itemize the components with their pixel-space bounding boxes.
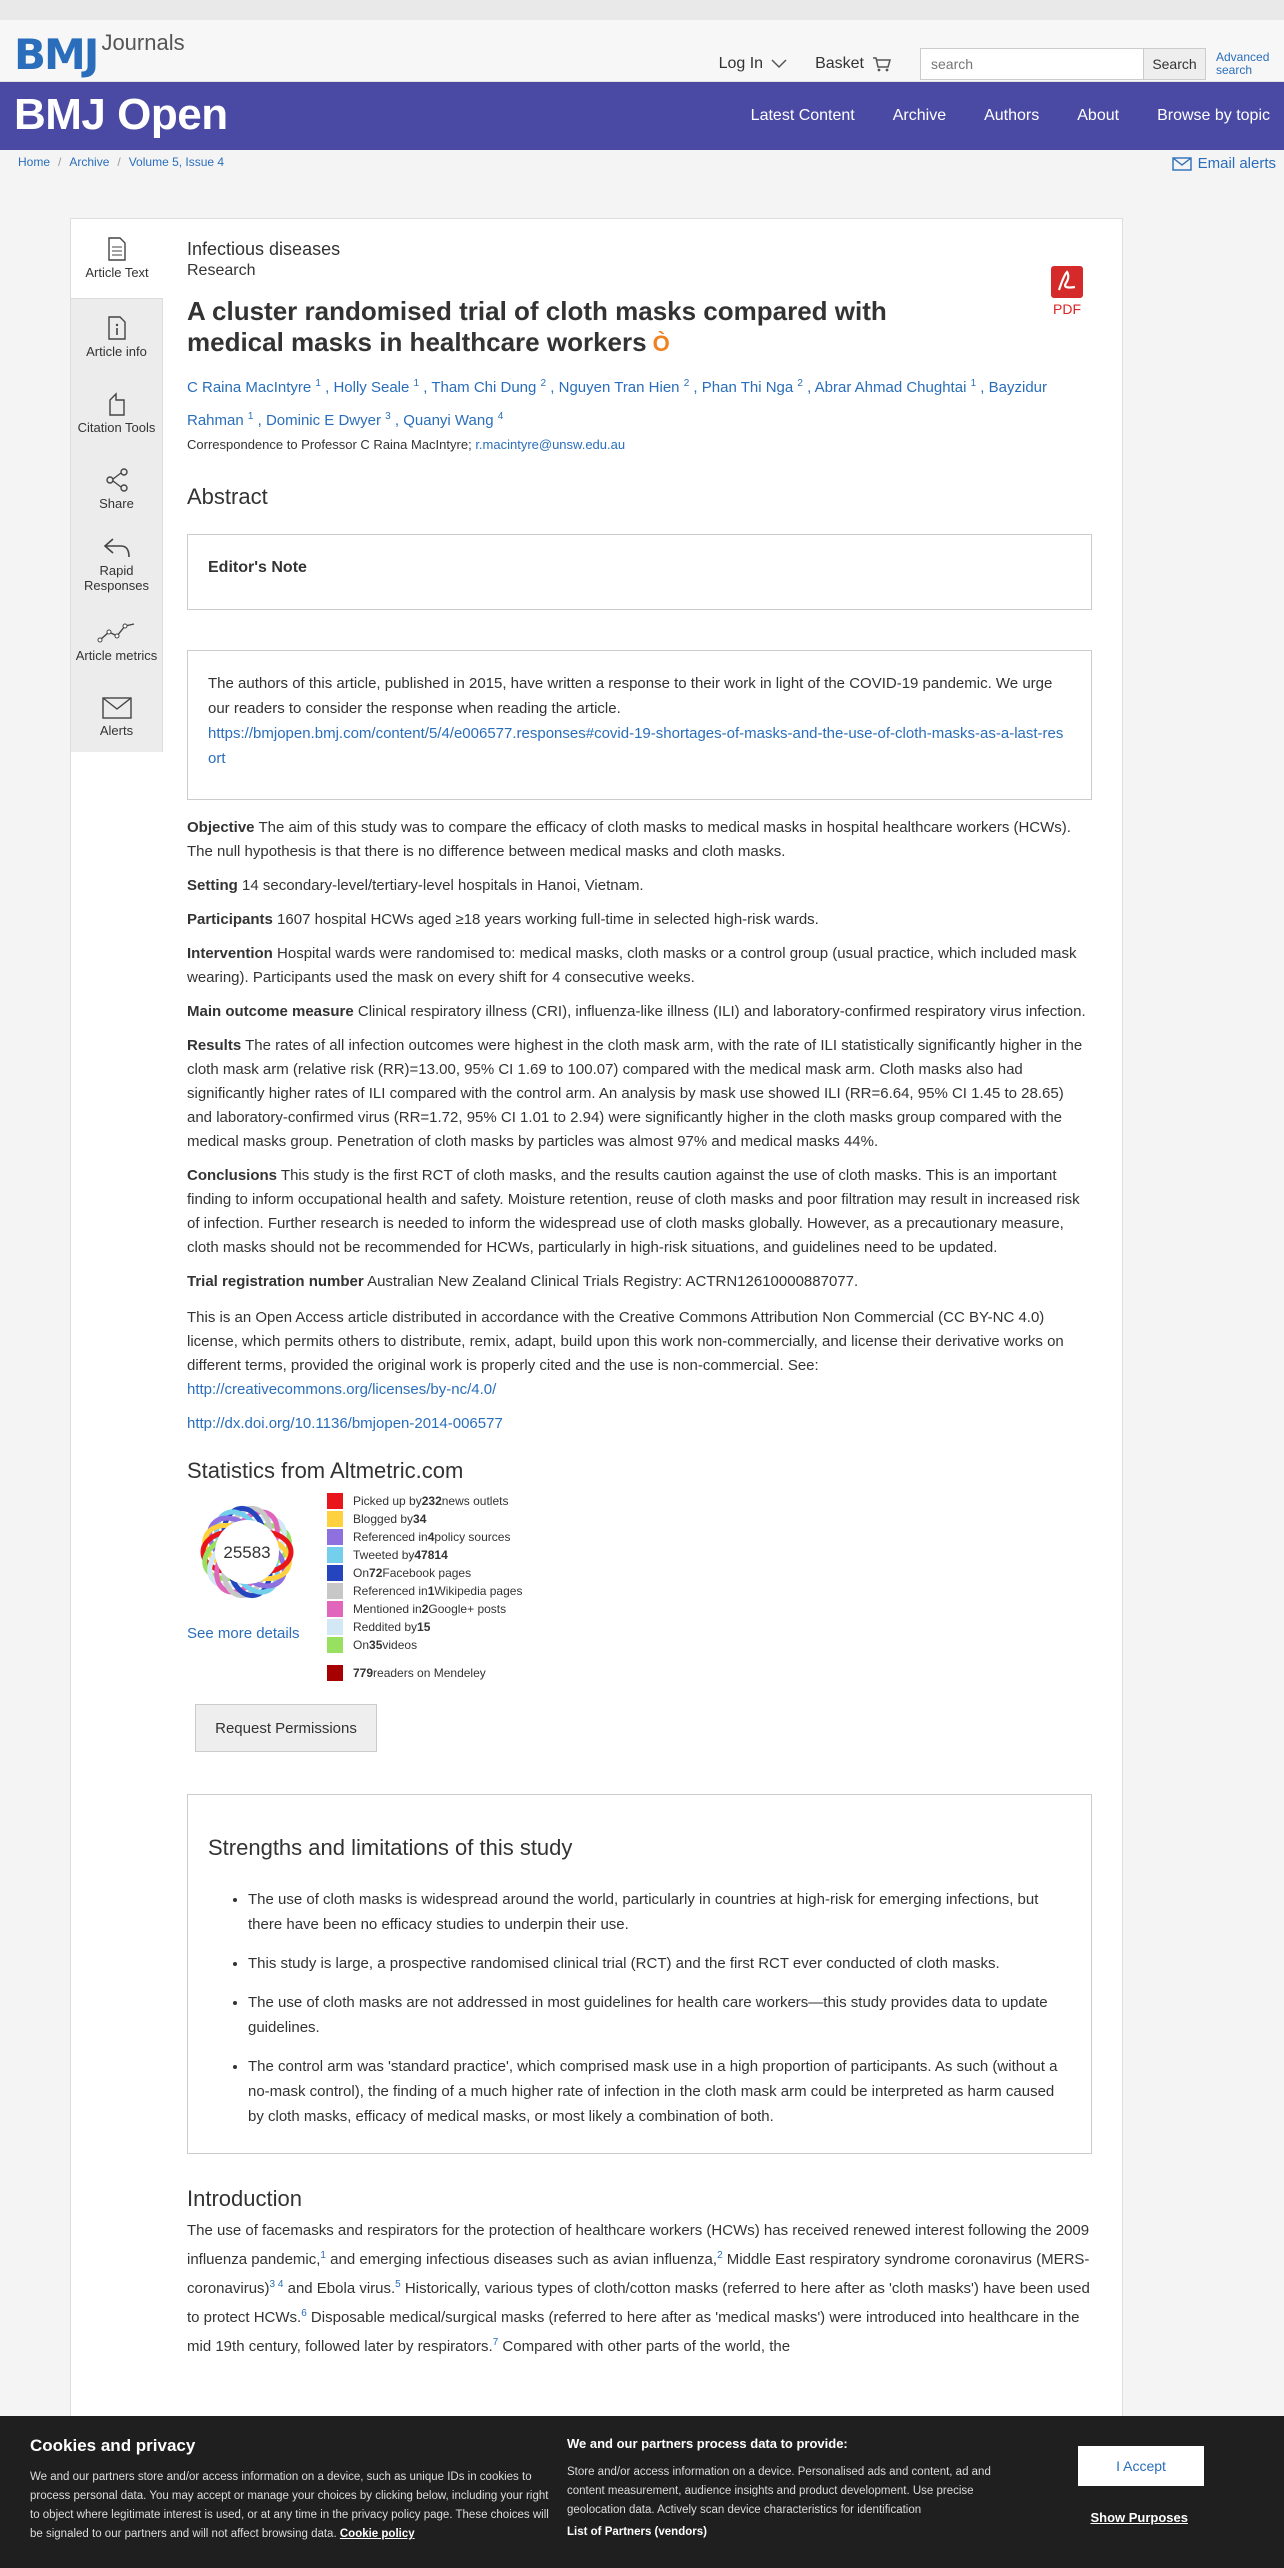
nav-browse-by-topic[interactable]: Browse by topic — [1157, 107, 1270, 124]
author-affiliation[interactable]: 1 — [247, 411, 254, 422]
cookie-policy-link[interactable]: Cookie policy — [339, 2528, 415, 2540]
citation-icon — [106, 392, 128, 416]
legend-swatch — [327, 1565, 343, 1581]
author-link[interactable]: C Raina MacIntyre — [187, 379, 312, 396]
intro-text: Compared with other parts of the world, the — [498, 2338, 791, 2355]
citation-ref[interactable]: 2 — [717, 2250, 723, 2261]
introduction-paragraph — [187, 2218, 1092, 2359]
abstract-section-label: Results — [187, 1037, 242, 1054]
license-text — [187, 1306, 1092, 1402]
nav-authors[interactable]: Authors — [984, 107, 1040, 124]
altmetric-heading: Statistics from Altmetric.com — [187, 1458, 464, 1483]
abstract-section-text: 14 secondary-level/tertiary-level hospitals in Hanoi, Vietnam. — [242, 877, 644, 894]
abstract-section-label: Trial registration number — [187, 1273, 364, 1290]
accept-cookies-button[interactable]: I Accept — [1078, 2446, 1204, 2486]
altmetric-legend-item[interactable] — [327, 1528, 522, 1546]
chevron-down-icon — [771, 59, 787, 69]
email-alerts-label: Email alerts — [1197, 155, 1276, 172]
legend-pre: On — [353, 1638, 370, 1652]
abstract-heading: Abstract — [187, 484, 268, 509]
legend-pre: Tweeted by — [353, 1548, 415, 1562]
legend-post: videos — [382, 1638, 418, 1652]
legend-num: 2 — [421, 1602, 429, 1616]
author-affiliation[interactable]: 1 — [413, 378, 420, 389]
abstract-section-label: Objective — [187, 819, 255, 836]
doi-link[interactable]: http://dx.doi.org/10.1136/bmjopen-2014-006577 — [187, 1415, 503, 1432]
legend-swatch — [327, 1493, 343, 1509]
altmetric-legend-item[interactable] — [327, 1664, 522, 1682]
legend-num: 4 — [427, 1530, 435, 1544]
legend-pre: Reddited by — [353, 1620, 418, 1634]
correspondence — [187, 437, 1092, 452]
covid-response-link[interactable]: https://bmjopen.bmj.com/content/5/4/e006577.responses#covid-19-shortages-of-masks-and-the-use-of-cloth-masks-as-a-last-resort — [208, 725, 1064, 767]
legend-post: news outlets — [441, 1494, 509, 1508]
envelope-icon — [1172, 157, 1192, 171]
license-link[interactable]: http://creativecommons.org/licenses/by-nc/4.0/ — [187, 1381, 497, 1398]
covid-note-text: The authors of this article, published in 2015, have written a response to their work in light of the COVID-19 pandemic. We urge our readers to consider the response when reading the article. — [208, 675, 1053, 717]
pdf-icon — [1050, 265, 1084, 299]
altmetric-legend-item[interactable] — [327, 1582, 522, 1600]
share-icon — [105, 468, 129, 492]
top-strip — [0, 0, 1284, 20]
altmetric-panel — [187, 1492, 1092, 1682]
abstract-section-label: Setting — [187, 877, 238, 894]
author-link[interactable]: Quanyi Wang — [403, 412, 494, 429]
article-subject[interactable]: Infectious diseases — [187, 239, 341, 259]
abstract-section — [187, 816, 1092, 864]
correspondence-label: Correspondence to Professor C Raina MacIntyre; — [187, 437, 472, 452]
abstract-section — [187, 874, 1092, 898]
article-container — [70, 218, 1123, 2568]
author-link[interactable]: Abrar Ahmad Chughtai — [814, 379, 967, 396]
abstract-section — [187, 1000, 1092, 1024]
top-bar — [0, 20, 1284, 82]
legend-num: 34 — [413, 1512, 427, 1526]
intro-text: and Ebola virus. — [283, 2280, 396, 2297]
abstract-section — [187, 908, 1092, 932]
legend-pre: Blogged by — [353, 1512, 414, 1526]
article-title-text: A cluster randomised trial of cloth masks compared with medical masks in healthcare workers — [187, 296, 887, 357]
editors-note-heading: Editor's Note — [208, 559, 307, 576]
abstract-section-text: Clinical respiratory illness (CRI), influenza-like illness (ILI) and laboratory-confirmed respiratory virus infection. — [357, 1003, 1086, 1020]
abstract-section-text: 1607 hospital HCWs aged ≥18 years working full-time in selected high-risk wards. — [277, 911, 819, 928]
open-access-icon: Ò — [652, 331, 670, 356]
article-type: Research — [187, 262, 256, 279]
author-affiliation[interactable]: 2 — [683, 378, 690, 389]
author-link[interactable]: Holly Seale — [333, 379, 410, 396]
strengths-limitations-box — [187, 1794, 1092, 2154]
author-affiliation[interactable]: 2 — [797, 378, 803, 389]
intro-text: Disposable medical/surgical masks (referred to here after as 'medical masks') were introduced into healthcare in the mid 19th century, followed later by respirators. — [187, 2309, 1080, 2355]
legend-num: 779 — [353, 1666, 374, 1680]
altmetric-legend-item[interactable] — [327, 1636, 522, 1654]
abstract-sections — [187, 816, 1092, 1294]
abstract-section — [187, 942, 1092, 990]
request-permissions-button[interactable]: Request Permissions — [195, 1704, 377, 1752]
intro-text: Historically, various types of cloth/cotton masks (referred to here after as 'cloth masks') have been used to protect HCWs. — [187, 2280, 1090, 2326]
intro-text: The use of facemasks and respirators for the protection of healthcare workers (HCWs) has received renewed interest following the 2009 influenza pandemic, — [187, 2222, 1090, 2268]
basket-label: Basket — [815, 55, 864, 72]
journal-title[interactable]: BMJ Open — [14, 90, 228, 139]
strength-item: • The use of cloth masks is widespread around the world, particularly in countries at high-risk for emerging infections, but there have been no efficacy studies to underpin their use. — [248, 1887, 1071, 1937]
sidebar-item-rapid-responses[interactable] — [71, 527, 162, 603]
legend-swatch — [327, 1637, 343, 1653]
breadcrumb-issue[interactable]: Volume 5, Issue 4 — [128, 155, 225, 169]
abstract-section-text: This study is the first RCT of cloth masks, and the results caution against the use of cloth masks. This is an important finding to inform occupational health and safety. Moisture retention, reuse of cloth masks and poor filtration may result in increased risk of infection. Further research is needed to inform the widespread use of cloth masks globally. However, as a precautionary measure, cloth masks should not be recommended for HCWs, particularly in high-risk situations, and guidelines need to be updated. — [187, 1167, 1080, 1256]
altmetric-score: 25583 — [223, 1543, 271, 1562]
abstract-section-label: Participants — [187, 911, 273, 928]
altmetric-legend — [327, 1492, 522, 1682]
author-link[interactable]: Tham Chi Dung — [431, 379, 537, 396]
info-document-icon — [107, 316, 127, 340]
show-purposes-link[interactable]: Show Purposes — [1090, 2510, 1188, 2525]
author-affiliation[interactable]: 1 — [970, 378, 977, 389]
breadcrumb-separator: / — [117, 155, 121, 169]
partners-list-link[interactable]: List of Partners (vendors) — [567, 2526, 707, 2538]
see-more-details-link[interactable]: See more details — [187, 1625, 300, 1642]
sidebar-item-citation-tools[interactable] — [71, 375, 162, 451]
legend-swatch — [327, 1619, 343, 1635]
author-affiliation[interactable]: 2 — [540, 378, 547, 389]
login-link[interactable] — [719, 55, 787, 73]
basket-link[interactable] — [815, 55, 892, 73]
sidebar-item-alerts[interactable] — [71, 679, 162, 755]
legend-pre: Picked up by — [353, 1494, 422, 1508]
abstract-section — [187, 1270, 1092, 1294]
breadcrumb-home[interactable]: Home — [18, 155, 51, 169]
sidebar-item-article-text[interactable] — [71, 219, 163, 299]
legend-num: 47814 — [414, 1548, 448, 1562]
strengths-heading: Strengths and limitations of this study — [208, 1835, 573, 1860]
cookie-text — [30, 2468, 550, 2544]
author-list: C Raina MacIntyre $^1$ , Holly Seale $^1$ , Tham Chi Dung $^2$ , Nguyen Tran Hien $^2$ , Phan Thi Nga $^2$ , Abrar Ahmad Chughtai $^1$ , Bayzidur Rahman $^1$ , Dominic E Dwyer $^3$ , Quanyi Wang $^4$ — [187, 378, 1048, 429]
advanced-search-link[interactable]: Advanced search — [1216, 50, 1270, 77]
cookie-heading: Cookies and privacy — [30, 2436, 196, 2455]
introduction-heading: Introduction — [187, 2186, 302, 2211]
email-alerts-link[interactable] — [1172, 155, 1276, 172]
sidebar-label: Alerts — [99, 722, 134, 738]
journal-nav — [751, 82, 1270, 150]
envelope-icon — [102, 697, 132, 719]
abstract-section — [187, 1164, 1092, 1260]
altmetric-legend-item[interactable] — [327, 1546, 522, 1564]
author-affiliation[interactable]: 3 — [385, 411, 391, 422]
abstract-section-label: Conclusions — [187, 1167, 278, 1184]
altmetric-legend-item[interactable] — [327, 1618, 522, 1636]
author-link[interactable]: Dominic E Dwyer — [265, 412, 381, 429]
sidebar-item-share[interactable] — [71, 451, 162, 527]
strength-item: • The control arm was 'standard practice', which comprised mask use in a high proportion of participants. As such (without a no-mask control), the finding of a much higher rate of infection in the cloth mask arm could be interpreted as harm caused by cloth masks, efficacy of medical masks, or most likely a combination of both. — [248, 2054, 1071, 2129]
legend-pre: Referenced in — [353, 1530, 428, 1544]
altmetric-donut[interactable] — [187, 1492, 307, 1612]
strength-item: • This study is large, a prospective randomised clinical trial (RCT) and the first RCT ever conducted of cloth masks. — [248, 1951, 1071, 1976]
nav-archive[interactable]: Archive — [892, 107, 947, 124]
journal-brand-bar — [0, 82, 1284, 150]
partners-heading: We and our partners process data to provide: — [567, 2436, 848, 2451]
metrics-line-icon — [97, 620, 137, 644]
legend-num: 1 — [427, 1584, 435, 1598]
abstract-section-text: The aim of this study was to compare the efficacy of cloth masks to medical masks in hospital healthcare workers (HCWs). The null hypothesis is that there is no difference between medical masks and cloth masks. — [187, 819, 1071, 860]
abstract-section-text: Australian New Zealand Clinical Trials Registry: ACTRN12610000887077. — [367, 1273, 859, 1290]
cookie-banner — [0, 2416, 1284, 2568]
citation-ref[interactable]: 6 — [301, 2308, 307, 2319]
legend-post: readers on Mendeley — [373, 1666, 486, 1680]
author-affiliation[interactable]: 1 — [315, 378, 321, 389]
author-link[interactable]: Nguyen Tran Hien — [558, 379, 680, 396]
legend-pre: On — [353, 1566, 370, 1580]
search-input[interactable] — [920, 48, 1144, 80]
legend-swatch — [327, 1511, 343, 1527]
search-button[interactable]: Search — [1144, 48, 1206, 80]
legend-pre: Referenced in — [353, 1584, 428, 1598]
sidebar-item-article-metrics[interactable] — [71, 603, 162, 679]
legend-num: 72 — [369, 1566, 383, 1580]
citation-ref[interactable]: 1 — [320, 2250, 326, 2261]
legend-pre: Mentioned in — [353, 1602, 422, 1616]
sidebar-label: Article info — [86, 343, 147, 359]
editors-note-box — [187, 534, 1092, 610]
legend-num: 15 — [417, 1620, 431, 1634]
citation-ref[interactable]: 5 — [395, 2279, 401, 2290]
strength-item: • The use of cloth masks are not addressed in most guidelines for health care workers—this study provides data to update guidelines. — [248, 1990, 1071, 2040]
citation-ref[interactable]: 7 — [492, 2337, 499, 2348]
citation-ref[interactable]: 3 4 — [269, 2279, 284, 2290]
partners-text: Store and/or access information on a device. Personalised ads and content, ad and content measurement, audience insights and product development. Use precise geolocation data. Actively scan device characteristics for identification — [567, 2466, 991, 2516]
author-link[interactable]: Bayzidur Rahman — [187, 379, 1048, 429]
legend-swatch — [327, 1601, 343, 1617]
author-affiliation[interactable]: 4 — [497, 411, 504, 422]
document-icon — [107, 237, 127, 261]
logo-journals-text: Journals — [101, 30, 185, 55]
altmetric-legend-item[interactable] — [327, 1510, 522, 1528]
article-sidebar — [71, 219, 163, 752]
sidebar-label: Article Text — [85, 265, 149, 280]
breadcrumb — [18, 155, 224, 169]
sidebar-label: Rapid Responses — [83, 563, 150, 593]
abstract-section-label: Main outcome measure — [187, 1003, 354, 1020]
nav-latest-content[interactable]: Latest Content — [750, 107, 855, 124]
legend-num: 232 — [421, 1494, 442, 1508]
doi — [187, 1412, 1092, 1436]
abstract-section — [187, 1034, 1092, 1154]
article-title — [187, 296, 987, 359]
article-content — [187, 239, 1092, 2359]
sidebar-label: Article metrics — [75, 647, 158, 663]
cookie-statement: We and our partners store and/or access information on a device, such as unique IDs in cookies to process personal data. You may accept or manage your choices by clicking below, including your right to object where legitimate interest is used, or at any time in the privacy policy page. These choices will be signaled to our partners and will not affect browsing data. — [30, 2471, 549, 2540]
legend-swatch — [327, 1529, 343, 1545]
legend-swatch — [327, 1583, 343, 1599]
altmetric-legend-item[interactable] — [327, 1564, 522, 1582]
pdf-label: PDF — [1053, 301, 1081, 317]
login-label: Log In — [718, 55, 764, 72]
intro-text: and emerging infectious diseases such as avian influenza, — [325, 2251, 718, 2268]
reply-icon — [103, 537, 131, 559]
abstract-section-text: Hospital wards were randomised to: medical masks, cloth masks or a control group (usual practice, which included mask wearing). Participants used the mask on every shift for 4 consecutive weeks. — [187, 945, 1077, 986]
breadcrumb-archive[interactable]: Archive — [69, 155, 110, 169]
logo-bmj-text: BMJ — [14, 30, 98, 79]
sidebar-label: Share — [99, 495, 134, 511]
sidebar-item-article-info[interactable] — [71, 299, 162, 375]
intro-text: Middle East respiratory syndrome coronavirus (MERS-coronavirus) — [187, 2251, 1090, 2297]
abstract-section-text: The rates of all infection outcomes were highest in the cloth mask arm, with the rate of ILI statistically significantly higher in the cloth mask arm (relative risk (RR)=13.00, 95% CI 1.69 to 100.07) compared with the medical mask arm. Cloth masks also had significantly higher rates of ILI compared with the control arm. An analysis by mask use showed ILI (RR=6.64, 95% CI 1.45 to 28.65) and laboratory-confirmed virus (RR=1.72, 95% CI 1.01 to 2.94) were significantly higher in the cloth masks group compared with the medical masks group. Penetration of cloth masks by particles was almost 97% and medical masks 44%. — [187, 1037, 1083, 1150]
legend-num: 35 — [369, 1638, 383, 1652]
bmj-journals-logo[interactable] — [14, 30, 185, 79]
covid-note-box — [187, 650, 1092, 800]
correspondence-email-link[interactable]: r.macintyre@unsw.edu.au — [475, 437, 626, 452]
legend-post: Facebook pages — [382, 1566, 472, 1580]
legend-post: Wikipedia pages — [434, 1584, 523, 1598]
pdf-download[interactable] — [1050, 265, 1084, 317]
author-link[interactable]: Phan Thi Nga — [701, 379, 794, 396]
altmetric-legend-item[interactable] — [327, 1600, 522, 1618]
legend-post: Google+ posts — [428, 1602, 507, 1616]
altmetric-legend-item[interactable] — [327, 1492, 522, 1510]
legend-post: policy sources — [434, 1530, 511, 1544]
nav-about[interactable]: About — [1077, 107, 1120, 124]
strengths-list — [208, 1887, 1071, 2129]
legend-swatch — [327, 1547, 343, 1563]
breadcrumb-separator: / — [58, 155, 62, 169]
license-statement: This is an Open Access article distributed in accordance with the Creative Commons Attribution Non Commercial (CC BY-NC 4.0) license, which permits others to distribute, remix, adapt, build upon this work non-commercially, and license their derivative works on different terms, provided the original work is properly cited and the use is non-commercial. See: — [187, 1309, 1064, 1374]
sidebar-label: Citation Tools — [77, 419, 156, 435]
abstract-section-label: Intervention — [187, 945, 273, 962]
legend-swatch — [327, 1665, 343, 1681]
basket-icon — [872, 56, 892, 72]
